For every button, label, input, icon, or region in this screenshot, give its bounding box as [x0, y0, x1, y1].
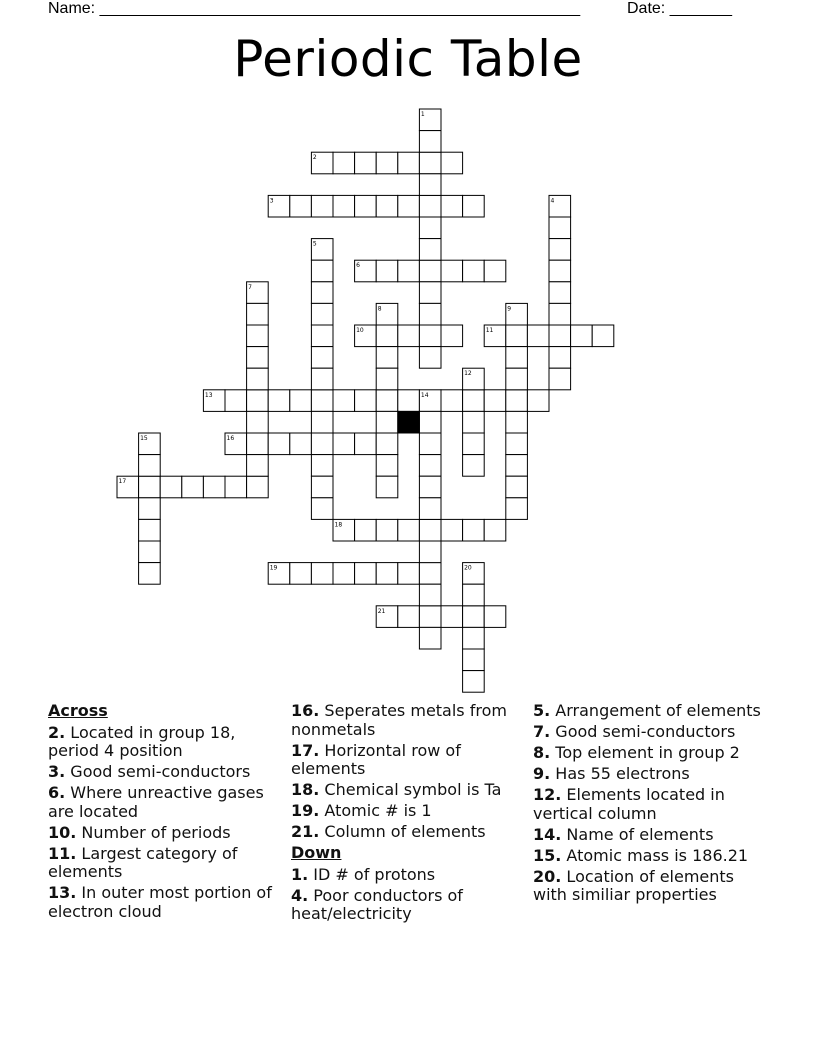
- clue-number-label: 16: [226, 435, 235, 442]
- grid-cell[interactable]: [398, 325, 420, 347]
- grid-cell[interactable]: [441, 325, 463, 347]
- clue-item: [533, 786, 765, 823]
- clue-item: [48, 845, 274, 882]
- clue-column-2: [291, 702, 523, 926]
- clue-text: Elements located in vertical column: [533, 785, 725, 823]
- grid-cell[interactable]: [484, 260, 506, 282]
- grid-cell[interactable]: [376, 455, 398, 477]
- clue-text: Poor conductors of heat/electricity: [291, 885, 463, 923]
- grid-cell[interactable]: [247, 411, 269, 433]
- grid-cell[interactable]: [139, 476, 161, 498]
- clue-item: [48, 824, 274, 843]
- clue-item: [533, 744, 765, 763]
- grid-cell[interactable]: [419, 627, 441, 649]
- clue-text: In outer most portion of electron cloud: [48, 883, 272, 921]
- grid-cell[interactable]: [527, 390, 549, 412]
- clue-item: [291, 702, 523, 739]
- clue-text: Good semi-conductors: [65, 762, 251, 781]
- grid-cell[interactable]: [376, 390, 398, 412]
- grid-cell[interactable]: [549, 239, 571, 261]
- clue-number: 10.: [48, 822, 77, 842]
- grid-cell[interactable]: [311, 195, 333, 217]
- date-field-label[interactable]: Date: _______: [627, 0, 732, 17]
- clue-item: [48, 784, 274, 821]
- grid-cell[interactable]: [311, 347, 333, 369]
- grid-cell[interactable]: [419, 325, 441, 347]
- clue-text: Location of elements with similiar properties: [533, 866, 735, 904]
- grid-cell[interactable]: [419, 476, 441, 498]
- grid-cell[interactable]: [376, 411, 398, 433]
- clue-item: [533, 826, 765, 845]
- clue-item: [48, 884, 274, 921]
- clue-item: [291, 887, 523, 924]
- clue-number-label: 10: [356, 327, 364, 334]
- grid-cell[interactable]: [247, 368, 269, 390]
- clue-text: Good semi-conductors: [550, 722, 736, 741]
- section-heading-down: Down: [291, 843, 342, 862]
- grid-cell[interactable]: [225, 476, 247, 498]
- clue-item: [533, 868, 765, 905]
- grid-cell[interactable]: [463, 671, 485, 693]
- grid-cell[interactable]: [290, 433, 312, 455]
- clue-item: [48, 763, 274, 782]
- grid-cell[interactable]: [376, 152, 398, 174]
- grid-cell[interactable]: [139, 519, 161, 541]
- clue-number-label: 1: [420, 111, 425, 118]
- clue-item: [533, 723, 765, 742]
- grid-cell[interactable]: [484, 519, 506, 541]
- grid-cell[interactable]: [441, 606, 463, 628]
- clue-number: 13.: [48, 883, 77, 902]
- clue-number: 19.: [291, 801, 320, 820]
- clue-text: Arrangement of elements: [550, 701, 761, 720]
- grid-cell[interactable]: [247, 303, 269, 325]
- clue-text: Atomic # is 1: [319, 801, 432, 820]
- clue-text: Has 55 electrons: [550, 764, 690, 783]
- section-heading-across: Across: [48, 701, 108, 720]
- clue-item: [291, 823, 523, 842]
- grid-cell[interactable]: [247, 433, 269, 455]
- grid-cell[interactable]: [419, 303, 441, 325]
- clue-number: 9.: [533, 764, 551, 783]
- grid-cell[interactable]: [398, 195, 420, 217]
- grid-cell[interactable]: [376, 368, 398, 390]
- grid-cell[interactable]: [506, 390, 528, 412]
- grid-cell[interactable]: [484, 606, 506, 628]
- grid-cell[interactable]: [419, 239, 441, 261]
- grid-cell[interactable]: [527, 325, 549, 347]
- clue-number: 7.: [533, 722, 551, 741]
- grid-cell[interactable]: [419, 541, 441, 563]
- grid-cell[interactable]: [463, 433, 485, 455]
- grid-cell[interactable]: [311, 455, 333, 477]
- clue-text: Top element in group 2: [550, 743, 740, 762]
- grid-cell[interactable]: [355, 519, 377, 541]
- clue-text: Atomic mass is 186.21: [561, 845, 749, 865]
- grid-cell[interactable]: [463, 519, 485, 541]
- grid-cell[interactable]: [376, 347, 398, 369]
- clue-number-label: 18: [334, 521, 343, 529]
- grid-cell[interactable]: [355, 152, 377, 174]
- grid-cell[interactable]: [441, 152, 463, 174]
- grid-cell[interactable]: [398, 390, 420, 412]
- grid-cell[interactable]: [355, 390, 377, 412]
- grid-cell[interactable]: [268, 433, 290, 455]
- grid-cell[interactable]: [311, 282, 333, 304]
- clue-text: Seperates metals from nonmetals: [291, 701, 507, 739]
- clue-text: Number of periods: [76, 822, 231, 842]
- grid-cell[interactable]: [247, 325, 269, 347]
- grid-cell[interactable]: [398, 563, 420, 585]
- grid-cell[interactable]: [355, 433, 377, 455]
- clue-text: Largest category of elements: [48, 843, 238, 881]
- clue-number-label: 9: [507, 305, 512, 313]
- clue-number: 12.: [533, 785, 562, 804]
- clue-number-label: 8: [377, 305, 382, 313]
- grid-cell[interactable]: [139, 563, 161, 585]
- grid-cell[interactable]: [441, 390, 463, 412]
- clue-text: Located in group 18, period 4 position: [48, 722, 236, 760]
- grid-cell[interactable]: [506, 347, 528, 369]
- clue-number: 21.: [291, 822, 320, 841]
- clue-text: ID # of protons: [308, 864, 436, 884]
- grid-cell[interactable]: [311, 411, 333, 433]
- clue-number-label: 7: [248, 283, 252, 291]
- grid-cell[interactable]: [139, 455, 161, 477]
- grid-cell[interactable]: [441, 260, 463, 282]
- grid-cell[interactable]: [463, 649, 485, 671]
- clue-column-3: [533, 702, 765, 907]
- grid-cell[interactable]: [441, 519, 463, 541]
- clue-number-label: 13: [204, 391, 213, 399]
- clue-number: 5.: [533, 701, 551, 720]
- grid-cell[interactable]: [463, 195, 485, 217]
- grid-cell[interactable]: [311, 476, 333, 498]
- name-field-label[interactable]: Name: ______________________________________________________: [48, 0, 581, 17]
- clue-number: 3.: [48, 762, 66, 781]
- clue-text: Horizontal row of elements: [291, 740, 461, 778]
- grid-cell[interactable]: [247, 390, 269, 412]
- clue-number: 20.: [533, 866, 562, 886]
- grid-cell[interactable]: [419, 584, 441, 606]
- grid-cell[interactable]: [311, 368, 333, 390]
- grid-cell[interactable]: [376, 260, 398, 282]
- clue-item: [291, 781, 523, 800]
- clue-number: 16.: [291, 701, 320, 720]
- grid-cell[interactable]: [549, 303, 571, 325]
- clue-item: [291, 742, 523, 779]
- clue-number-label: 3: [269, 197, 274, 205]
- grid-cell[interactable]: [419, 498, 441, 520]
- grid-cell[interactable]: [549, 217, 571, 239]
- clue-item: [48, 724, 274, 761]
- clue-number: 4.: [291, 885, 309, 905]
- grid-cell[interactable]: [484, 390, 506, 412]
- grid-cell[interactable]: [549, 260, 571, 282]
- clue-number-label: 15: [140, 435, 148, 442]
- grid-cell[interactable]: [571, 325, 593, 347]
- grid-cell[interactable]: [376, 195, 398, 217]
- page-title: Periodic Table: [233, 30, 583, 88]
- grid-cell[interactable]: [463, 411, 485, 433]
- clue-item: [533, 847, 765, 866]
- grid-cell[interactable]: [182, 476, 204, 498]
- grid-cell[interactable]: [311, 498, 333, 520]
- grid-cell[interactable]: [419, 433, 441, 455]
- clue-number: 8.: [533, 743, 551, 762]
- grid-block-cell: [398, 411, 420, 433]
- grid-cell[interactable]: [419, 411, 441, 433]
- grid-cell[interactable]: [419, 347, 441, 369]
- grid-cell[interactable]: [311, 260, 333, 282]
- grid-cell[interactable]: [419, 282, 441, 304]
- grid-cell[interactable]: [311, 433, 333, 455]
- grid-cell[interactable]: [549, 368, 571, 390]
- clue-number-label: 5: [312, 240, 317, 248]
- grid-cell[interactable]: [419, 131, 441, 153]
- grid-cell[interactable]: [311, 325, 333, 347]
- grid-cell[interactable]: [463, 260, 485, 282]
- clue-number: 2.: [48, 722, 66, 742]
- grid-cell[interactable]: [311, 303, 333, 325]
- grid-cell[interactable]: [398, 152, 420, 174]
- clue-number: 14.: [533, 824, 562, 844]
- clue-number-label: 20: [464, 564, 472, 572]
- clue-number-label: 21: [377, 607, 386, 615]
- grid-cell[interactable]: [376, 519, 398, 541]
- grid-cell[interactable]: [333, 152, 355, 174]
- grid-cell[interactable]: [463, 455, 485, 477]
- clue-number-label: 19: [269, 564, 278, 572]
- grid-cell[interactable]: [463, 390, 485, 412]
- clue-number-label: 2: [312, 154, 317, 162]
- grid-cell[interactable]: [419, 217, 441, 239]
- grid-cell[interactable]: [419, 455, 441, 477]
- grid-cell[interactable]: [333, 195, 355, 217]
- grid-cell[interactable]: [398, 606, 420, 628]
- grid-cell[interactable]: [506, 476, 528, 498]
- clue-number: 18.: [291, 780, 320, 799]
- grid-cell[interactable]: [419, 174, 441, 196]
- clue-number: 1.: [291, 864, 309, 884]
- grid-cell[interactable]: [549, 347, 571, 369]
- clue-item: [533, 702, 765, 721]
- clue-item: [291, 802, 523, 821]
- grid-cell[interactable]: [376, 563, 398, 585]
- clue-number-label: 17: [118, 478, 127, 486]
- grid-cell[interactable]: [506, 325, 528, 347]
- grid-cell[interactable]: [247, 455, 269, 477]
- grid-cell[interactable]: [333, 390, 355, 412]
- grid-cell[interactable]: [139, 541, 161, 563]
- grid-cell[interactable]: [355, 563, 377, 585]
- grid-cell[interactable]: [398, 260, 420, 282]
- grid-cell[interactable]: [419, 260, 441, 282]
- grid-cell[interactable]: [463, 627, 485, 649]
- grid-cell[interactable]: [419, 195, 441, 217]
- clue-text: Column of elements: [319, 822, 486, 841]
- grid-cell[interactable]: [376, 325, 398, 347]
- grid-cell[interactable]: [506, 368, 528, 390]
- clue-number-label: 11: [485, 327, 494, 334]
- clue-number-label: 6: [356, 262, 360, 270]
- grid-cell[interactable]: [203, 476, 225, 498]
- clue-number: 11.: [48, 843, 77, 863]
- grid-cell[interactable]: [290, 390, 312, 412]
- grid-cell[interactable]: [376, 476, 398, 498]
- grid-cell[interactable]: [419, 606, 441, 628]
- clue-text: Name of elements: [561, 824, 714, 844]
- clue-column-1: [48, 702, 274, 924]
- grid-cell[interactable]: [549, 325, 571, 347]
- clue-number: 15.: [533, 845, 562, 865]
- clue-number: 6.: [48, 783, 66, 802]
- grid-cell[interactable]: [419, 563, 441, 585]
- clue-text: Where unreactive gases are located: [48, 783, 264, 821]
- clue-item: [291, 866, 523, 885]
- grid-cell[interactable]: [549, 282, 571, 304]
- grid-cell[interactable]: [463, 584, 485, 606]
- grid-cell[interactable]: [506, 411, 528, 433]
- grid-cell[interactable]: [247, 476, 269, 498]
- grid-cell[interactable]: [225, 390, 247, 412]
- grid-cell[interactable]: [139, 498, 161, 520]
- grid-cell[interactable]: [592, 325, 614, 347]
- grid-cell[interactable]: [506, 455, 528, 477]
- grid-cell[interactable]: [463, 606, 485, 628]
- grid-cell[interactable]: [355, 195, 377, 217]
- clue-number-label: 4: [550, 197, 555, 205]
- clue-text: Chemical symbol is Ta: [319, 780, 502, 799]
- grid-cell[interactable]: [506, 433, 528, 455]
- grid-cell[interactable]: [419, 152, 441, 174]
- grid-cell[interactable]: [268, 390, 290, 412]
- clue-number-label: 14: [420, 391, 429, 399]
- clue-number-label: 12: [464, 370, 472, 378]
- grid-cell[interactable]: [506, 498, 528, 520]
- grid-cell[interactable]: [290, 195, 312, 217]
- grid-cell[interactable]: [398, 519, 420, 541]
- clue-item: [533, 765, 765, 784]
- grid-cell[interactable]: [247, 347, 269, 369]
- grid-cell[interactable]: [160, 476, 182, 498]
- grid-cell[interactable]: [333, 563, 355, 585]
- grid-cell[interactable]: [290, 563, 312, 585]
- grid-cell[interactable]: [311, 563, 333, 585]
- grid-cell[interactable]: [419, 519, 441, 541]
- grid-cell[interactable]: [376, 433, 398, 455]
- grid-cell[interactable]: [311, 390, 333, 412]
- grid-cell[interactable]: [441, 195, 463, 217]
- grid-cell[interactable]: [333, 433, 355, 455]
- clue-number: 17.: [291, 740, 320, 760]
